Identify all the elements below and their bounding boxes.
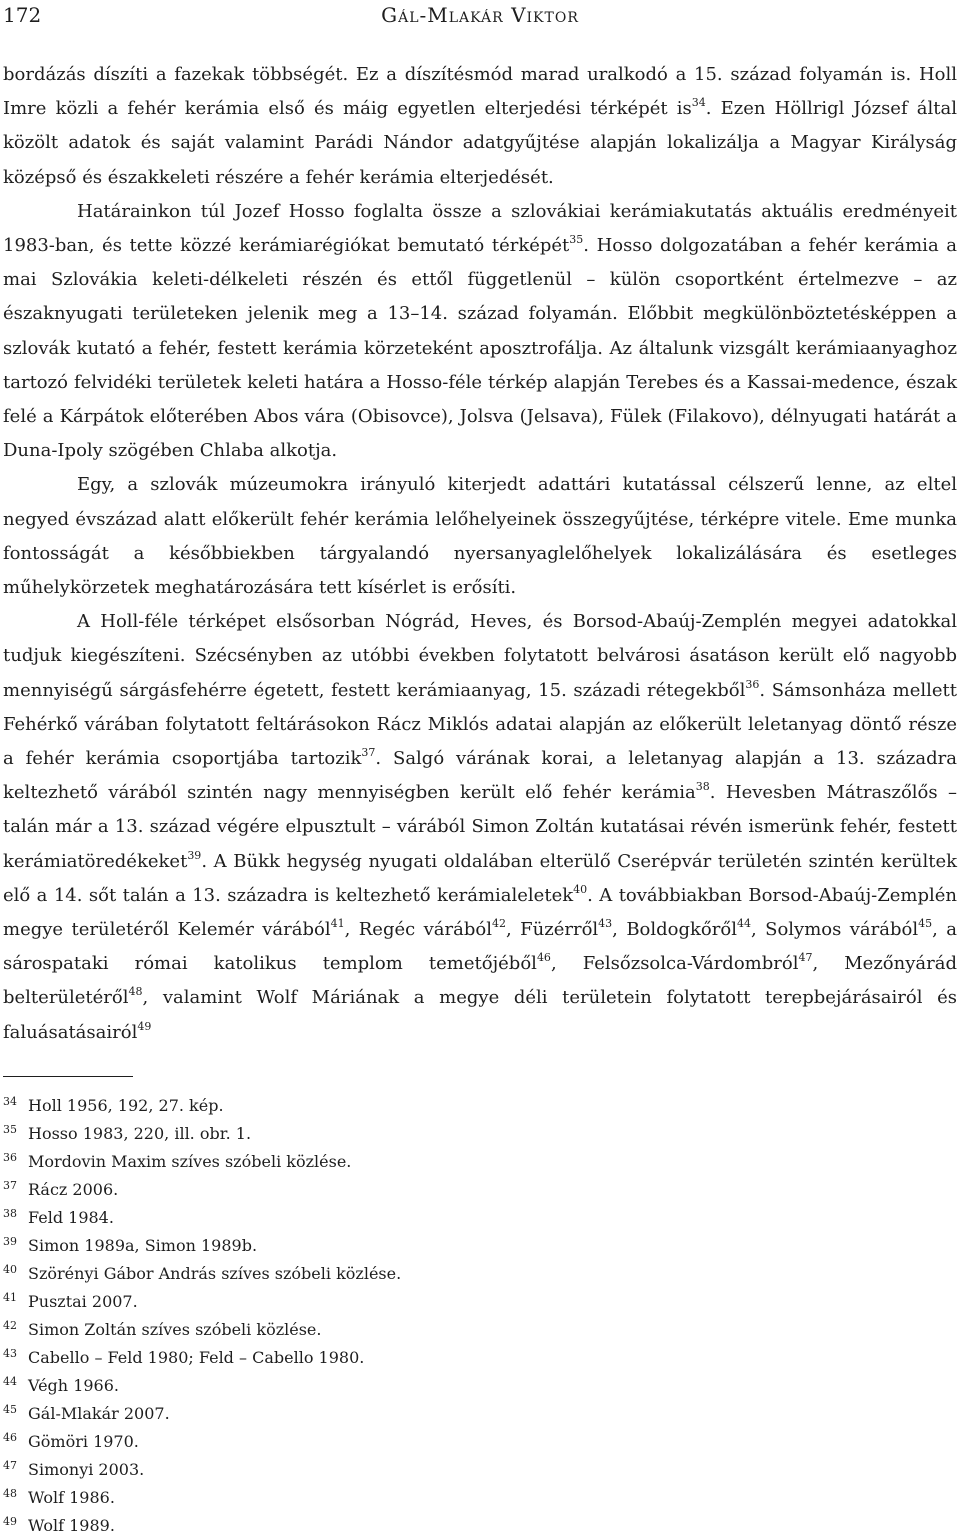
footnote-ref-39[interactable]: 39	[187, 848, 202, 862]
footnote-45: 45 Gál-Mlakár 2007.	[3, 1403, 170, 1423]
footnote-ref-41[interactable]: 41	[330, 917, 345, 931]
footnote-40: 40 Szörényi Gábor András szíves szóbeli közlése.	[3, 1263, 402, 1283]
paragraph-1	[3, 58, 957, 195]
footnote-text: Mordovin Maxim szíves szóbeli közlése.	[28, 1152, 352, 1171]
footnote-ref-43[interactable]: 43	[598, 917, 613, 931]
footnote-ref-42[interactable]: 42	[492, 917, 506, 931]
footnote-text: Wolf 1989.	[28, 1516, 115, 1535]
footnote-ref-38[interactable]: 38	[695, 780, 710, 794]
footnote-text: Feld 1984.	[28, 1208, 114, 1227]
footnote-text: Wolf 1986.	[28, 1488, 115, 1507]
text-run: . A Bükk hegység nyugati oldalában elterülő Cserépvár területén szintén kerültek elő a 14. sőt talán a 13. századra is keltezhető kerámialeletek	[3, 850, 957, 906]
text-run: . Hevesben Mátraszőlős – talán már a 13. század végére elpusztult – várából Simon Zoltán kutatásai révén ismerünk fehér, festett kerámiatöredékeket	[3, 782, 958, 872]
text-run: . A továbbiakban Borsod-Abaúj-Zemplén megye területéről Kelemér várából	[3, 884, 957, 941]
footnote-47: 47 Simonyi 2003.	[3, 1459, 145, 1479]
footnote-ref-46[interactable]: 46	[536, 951, 551, 965]
footnote-text: Pusztai 2007.	[28, 1292, 138, 1311]
footnote-43: 43 Cabello – Feld 1980; Feld – Cabello 1980.	[3, 1347, 365, 1367]
footnote-39: 39 Simon 1989a, Simon 1989b.	[3, 1235, 258, 1255]
footnote-44: 44 Végh 1966.	[3, 1375, 119, 1395]
footnote-48: 48 Wolf 1986.	[3, 1487, 115, 1507]
paragraph-4	[3, 605, 957, 1050]
text-run: A Holl-féle térképet elsősorban Nógrád, Heves, és Borsod-Abaúj-Zemplén megyei adatokkal tudjuk kiegészíteni. Szécsényben az utóbbi években folytatott belvárosi ásatáson került elő nagyobb mennyiségű sárgásfehérre égetett, festett kerámiaanyag, 15. századi rétegekből	[3, 611, 957, 701]
footnote-46: 46 Gömöri 1970.	[3, 1431, 139, 1451]
footnote-text: Holl 1956, 192, 27. kép.	[28, 1096, 224, 1115]
paragraph-3	[3, 468, 957, 605]
footnote-42: 42 Simon Zoltán szíves szóbeli közlése.	[3, 1319, 322, 1339]
text-run: Egy, a szlovák múzeumokra irányuló kiterjedt adattári kutatással célszerű lenne, az eltel negyed évszázad alatt előkerült fehér kerámia lelőhelyeinek összegyűjtése, térképre vitele. Eme munka fontosságát a későbbiekben tárgyalandó nyersanyaglelőhelyek lokalizálására és esetleges műhelykörzetek meghatározására tett kísérlet is erősíti.	[3, 474, 957, 599]
footnote-35: 35 Hosso 1983, 220, ill. obr. 1.	[3, 1123, 252, 1143]
footnote-ref-44[interactable]: 44	[736, 917, 751, 931]
footnote-ref-49[interactable]: 49	[137, 1019, 152, 1033]
text-run: , a sárospataki római katolikus templom temetőjéből	[3, 919, 957, 975]
footnote-36: 36 Mordovin Maxim szíves szóbeli közlése.	[3, 1151, 352, 1171]
footnote-ref-48[interactable]: 48	[128, 985, 143, 999]
running-title: Gál-Mlakár Viktor	[381, 3, 579, 27]
text-run: . Salgó várának korai, a leletanyag alapján a 13. századra keltezhető várából szintén nagy mennyiségben került elő fehér kerámia	[3, 748, 957, 804]
paragraph-2	[3, 195, 957, 469]
footnote-list	[3, 1092, 957, 1540]
footnote-text: Gál-Mlakár 2007.	[28, 1404, 170, 1423]
footnote-text: Szörényi Gábor András szíves szóbeli közlése.	[28, 1264, 402, 1283]
footnote-text: Cabello – Feld 1980; Feld – Cabello 1980.	[28, 1348, 365, 1367]
text-run: , valamint Wolf Máriának a megye déli területein folytatott terepbejárásairól és faluásatásairól	[3, 987, 957, 1043]
footnote-text: Végh 1966.	[28, 1376, 119, 1395]
text-run: . Hosso dolgozatában a fehér kerámia a mai Szlovákia keleti-délkeleti részén és ettől függetlenül – külön csoportként értelmezve – az északnyugati területeken jelenik meg a 13–14. század folyamán. Előbbit megkülönböztetésképpen a szlovák kutató a fehér, festett kerámia körzeteként aposztrofálja. Az általunk vizsgált kerámiaanyaghoz tartozó felvidéki területek keleti határa a Hosso-féle térkép alapján Terebes és a Kassai-medence, észak felé a Kárpátok előterében Abos vára (Obisovce), Jolsva (Jelsava), Fülek (Filakovo), délnyugati határát a Duna-Ipoly szögében Chlaba alkotja.	[3, 235, 957, 462]
text-run: , Felsőzsolca-Várdombról	[550, 953, 799, 975]
footnote-ref-45[interactable]: 45	[918, 917, 933, 931]
footnote-text: Rácz 2006.	[28, 1180, 119, 1199]
footnote-ref-47[interactable]: 47	[798, 951, 813, 965]
page-header	[0, 0, 960, 32]
footnote-text: Hosso 1983, 220, ill. obr. 1.	[28, 1124, 252, 1143]
text-run: . Sámsonháza mellett Fehérkő várában folytatott feltárásokon Rácz Miklós adatai alapján az előkerült leletanyag döntő része a fehér kerámia csoportjába tartozik	[3, 679, 958, 770]
text-run: , Boldogkőről	[612, 919, 737, 941]
page-number: 172	[3, 3, 42, 27]
text-run: . Ezen Höllrigl József által közölt adatok és saját valamint Parádi Nándor adatgyűjtése alapján lokalizálja a Magyar Királyság középső és északkeleti részére a fehér kerámia elterjedését.	[3, 98, 957, 188]
footnote-41: 41 Pusztai 2007.	[3, 1291, 138, 1311]
text-run: , Solymos várából	[750, 919, 919, 941]
footnote-separator	[3, 1076, 133, 1077]
footnote-text: Gömöri 1970.	[28, 1432, 139, 1451]
footnote-49: 49 Wolf 1989.	[3, 1515, 115, 1535]
text-run: , Regéc várából	[344, 919, 492, 941]
footnote-text: Simon Zoltán szíves szóbeli közlése.	[28, 1320, 322, 1339]
footnote-ref-35[interactable]: 35	[569, 233, 584, 247]
footnote-ref-40[interactable]: 40	[573, 882, 588, 896]
footnote-ref-36[interactable]: 36	[745, 677, 760, 691]
footnote-37: 37 Rácz 2006.	[3, 1179, 119, 1199]
body-text	[3, 58, 957, 1050]
footnote-text: Simon 1989a, Simon 1989b.	[28, 1236, 258, 1255]
footnote-38: 38 Feld 1984.	[3, 1207, 114, 1227]
footnote-ref-34[interactable]: 34	[691, 96, 706, 110]
text-run: , Mezőnyárád belterületéről	[3, 953, 957, 1009]
text-run: Határainkon túl Jozef Hosso foglalta össze a szlovákiai kerámiakutatás aktuális eredményeit 1983-ban, és tette közzé kerámiarégiókat bemutató térképét	[3, 200, 957, 257]
footnote-ref-37[interactable]: 37	[361, 746, 376, 760]
text-run: , Füzérről	[506, 919, 599, 941]
text-run: bordázás díszíti a fazekak többségét. Ez a díszítésmód marad uralkodó a 15. század folyamán is. Holl Imre közli a fehér kerámia első és máig egyetlen elterjedési térképét is	[3, 64, 957, 120]
footnote-34: 34 Holl 1956, 192, 27. kép.	[3, 1095, 224, 1115]
footnote-text: Simonyi 2003.	[28, 1460, 145, 1479]
